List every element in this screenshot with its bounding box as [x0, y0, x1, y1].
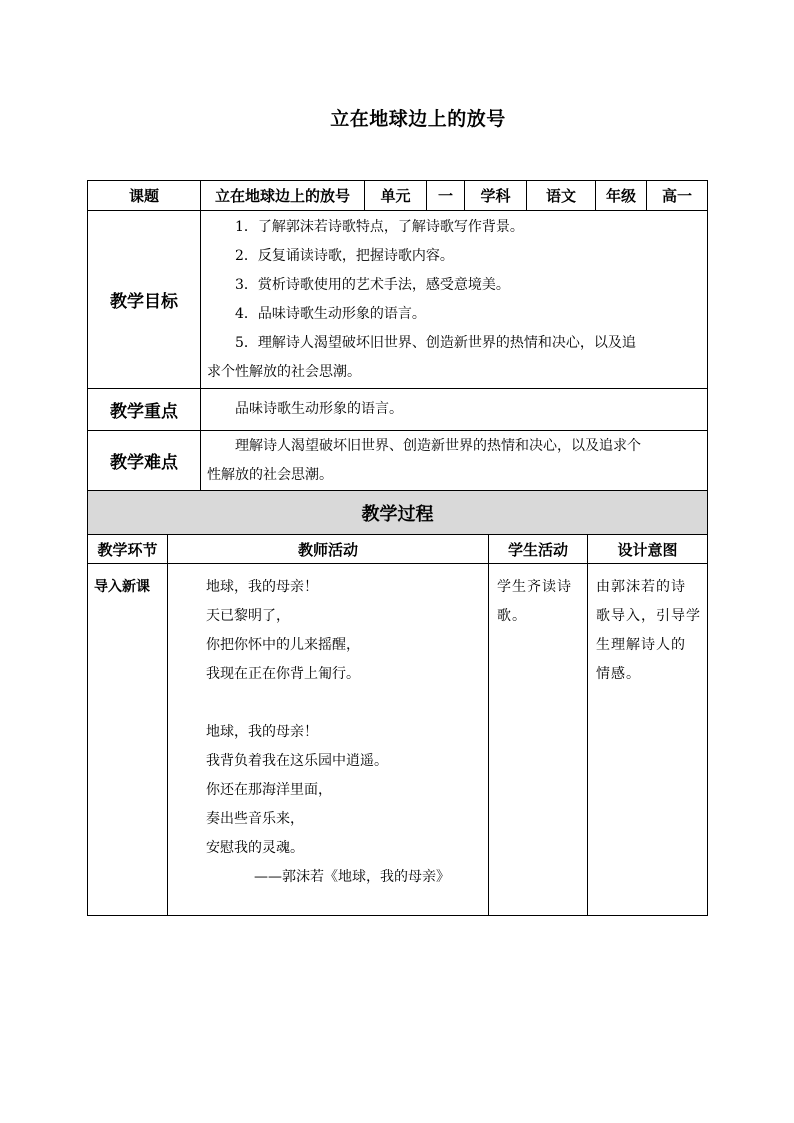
key-point-value: 品味诗歌生动形象的语言。 [201, 389, 708, 431]
poem-line: 我背负着我在这乐园中逍遥。 [206, 753, 388, 769]
poem-line: 你把你怀中的儿来摇醒， [206, 637, 360, 653]
goal-item: 5．理解诗人渴望破坏旧世界、创造新世界的热情和决心，以及追 [235, 334, 636, 351]
poem-line: 我现在正在你背上匍行。 [206, 666, 360, 682]
goals-list [201, 211, 708, 389]
difficulty-line: 性解放的社会思潮。 [207, 466, 333, 483]
design-intent-cell [588, 564, 708, 916]
unit-value: 一 [427, 181, 465, 211]
teacher-activity-cell [168, 564, 489, 916]
goal-item: 3．赏析诗歌使用的艺术手法，感受意境美。 [235, 276, 510, 293]
course-value: 立在地球边上的放号 [201, 181, 365, 211]
goals-label: 教学目标 [88, 211, 201, 389]
page-title: 立在地球边上的放号 [330, 108, 506, 130]
goal-item: 4．品味诗歌生动形象的语言。 [235, 305, 426, 322]
design-intent-line: 歌导入，引导学 [596, 608, 701, 624]
student-activity-line: 学生齐读诗 [497, 579, 572, 595]
grade-label: 年级 [596, 181, 647, 211]
poem-blank-line [206, 689, 488, 718]
student-activity-cell [489, 564, 588, 916]
design-intent-line: 生理解诗人的 [596, 637, 686, 653]
poem-line: 地球，我的母亲！ [206, 724, 318, 740]
design-intent-line: 情感。 [596, 666, 641, 682]
course-label: 课题 [88, 181, 201, 211]
student-activity-line: 歌。 [497, 608, 527, 624]
teaching-process-table [87, 490, 708, 916]
col-header-stage: 教学环节 [88, 535, 168, 564]
difficulty-line: 理解诗人渴望破坏旧世界、创造新世界的热情和决心，以及追求个 [235, 437, 641, 454]
col-header-intent: 设计意图 [588, 535, 708, 564]
goal-item: 1．了解郭沫若诗歌特点，了解诗歌写作背景。 [235, 218, 524, 235]
difficulty-value [201, 431, 708, 491]
goal-item: 2．反复诵读诗歌，把握诗歌内容。 [235, 247, 454, 264]
difficulty-label: 教学难点 [88, 431, 201, 491]
goal-item-continued: 求个性解放的社会思潮。 [207, 363, 361, 380]
process-heading: 教学过程 [88, 491, 708, 535]
design-intent-line: 由郭沫若的诗 [596, 579, 686, 595]
poem-line: 天已黎明了， [206, 608, 290, 624]
grade-value: 高一 [647, 181, 708, 211]
poem-line: 地球，我的母亲！ [206, 579, 318, 595]
unit-label: 单元 [365, 181, 427, 211]
key-point-label: 教学重点 [88, 389, 201, 431]
poem-line: 奏出些音乐来， [206, 811, 304, 827]
poem-line: 安慰我的灵魂。 [206, 840, 304, 856]
col-header-teacher: 教师活动 [168, 535, 489, 564]
stage-cell: 导入新课 [88, 564, 168, 916]
subject-label: 学科 [465, 181, 527, 211]
poem-line: 你还在那海洋里面， [206, 782, 332, 798]
table-row [88, 564, 708, 916]
subject-value: 语文 [527, 181, 596, 211]
lesson-info-table [87, 180, 708, 491]
poem-attribution: ——郭沫若《地球，我的母亲》 [254, 869, 450, 885]
col-header-student: 学生活动 [489, 535, 588, 564]
